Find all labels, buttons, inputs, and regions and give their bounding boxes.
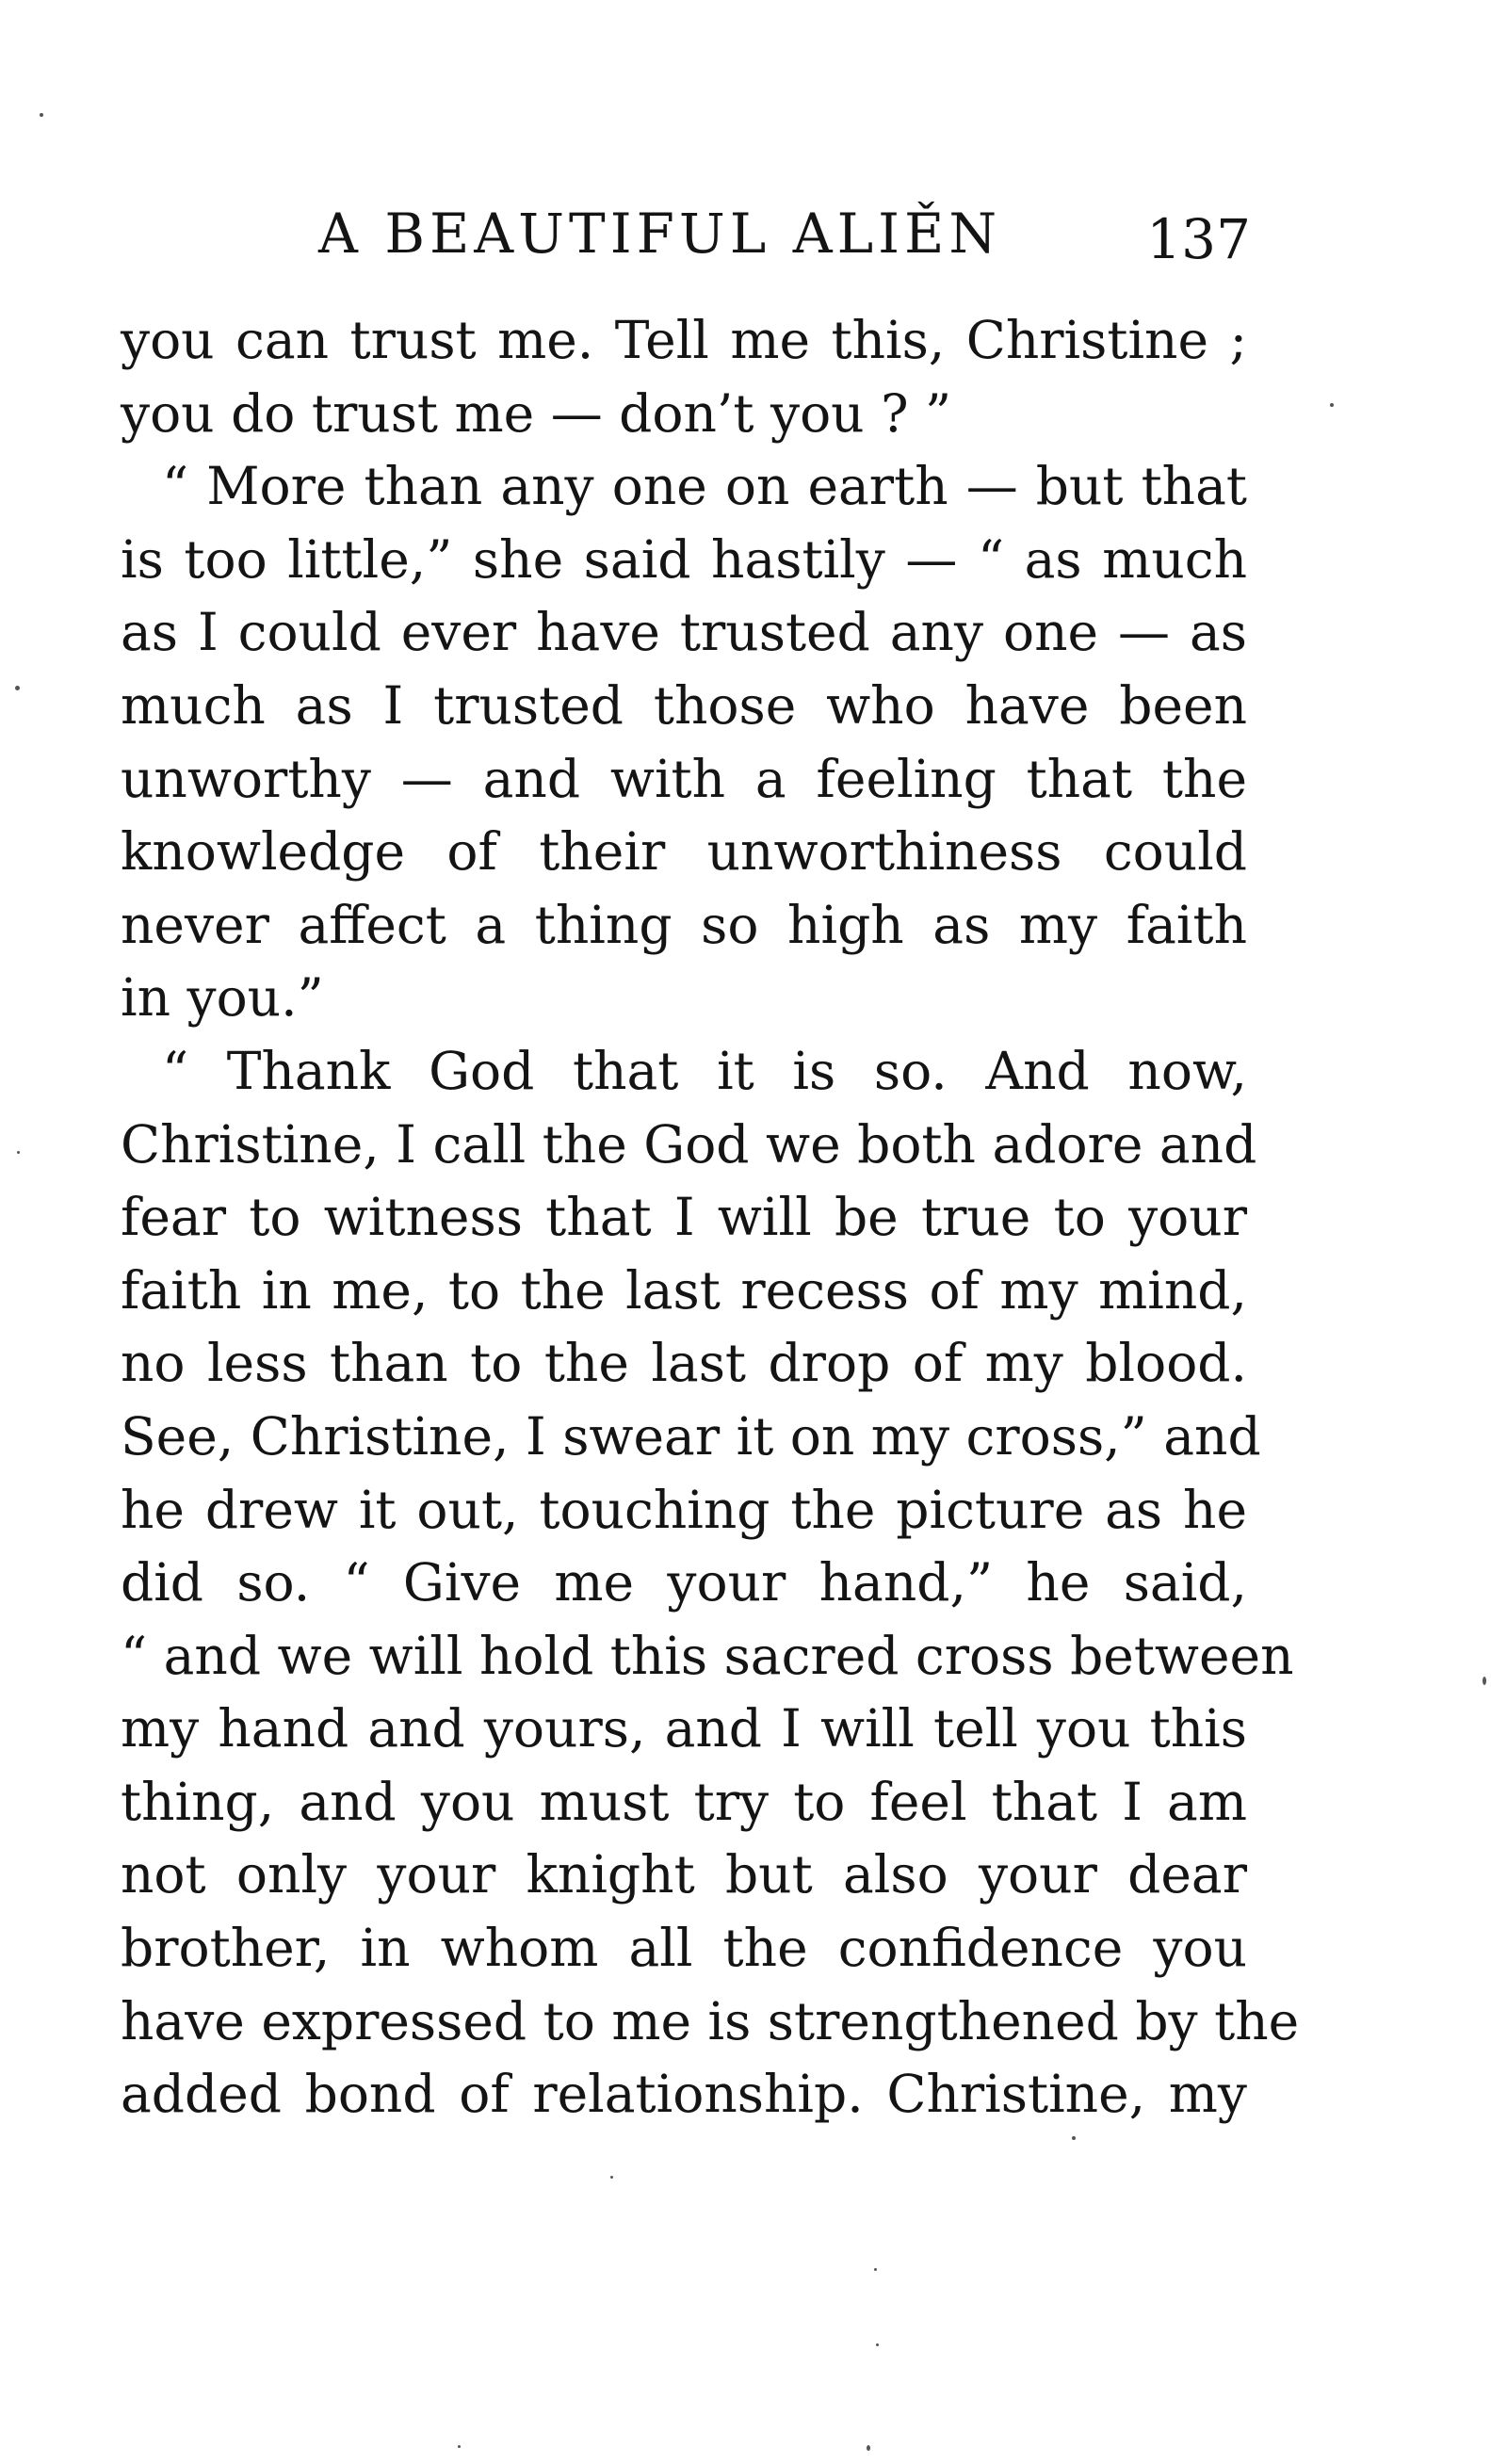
text-line: Christine, I call the God we both adore and — [121, 1113, 1257, 1175]
text-line: as I could ever have trusted any one — as — [121, 602, 1247, 663]
text-line: in you.” — [121, 967, 324, 1029]
text-line: knowledge of their unworthiness could — [121, 821, 1247, 883]
text-line: thing, and you must try to feel that I am — [121, 1771, 1247, 1832]
text-line: “ More than any one on earth — but that — [162, 456, 1247, 517]
scan-speck — [40, 113, 43, 117]
text-line: not only your knight but also your dear — [121, 1844, 1247, 1905]
text-line: is too little,” she said hastily — “ as much — [121, 528, 1247, 590]
text-line: brother, in whom all the confidence you — [121, 1918, 1247, 1979]
text-line: unworthy — and with a feeling that the — [121, 748, 1247, 809]
scan-speck — [876, 2343, 879, 2346]
page-number: 137 — [1146, 207, 1251, 271]
running-title: A BEAUTIFUL ALIĚN — [318, 202, 1002, 266]
scan-speck — [1483, 1677, 1486, 1685]
scan-speck — [874, 2268, 877, 2271]
text-line: much as I trusted those who have been — [121, 674, 1247, 736]
text-line: you can trust me. Tell me this, Christine ; — [121, 310, 1247, 370]
text-line: he drew it out, touching the picture as he — [121, 1479, 1247, 1540]
text-line: never affect a thing so high as my faith — [121, 894, 1247, 955]
text-line: no less than to the last drop of my blood. — [121, 1333, 1247, 1394]
running-head — [318, 196, 1251, 271]
scan-speck — [15, 686, 20, 690]
text-line: my hand and yours, and I will tell you this — [121, 1698, 1247, 1759]
text-line: faith in me, to the last recess of my mind, — [121, 1259, 1247, 1321]
body-text — [121, 304, 1300, 2132]
text-line: added bond of relationship. Christine, my — [121, 2064, 1247, 2125]
scan-speck — [610, 2176, 613, 2179]
text-line: See, Christine, I swear it on my cross,” and — [121, 1405, 1261, 1467]
text-line: did so. “ Give me your hand,” he said, — [121, 1552, 1247, 1613]
scan-speck — [867, 2445, 870, 2451]
text-line: “ Thank God that it is so. And now, — [162, 1040, 1247, 1101]
scan-speck — [17, 1151, 20, 1154]
scan-speck — [1072, 2136, 1076, 2140]
text-line: you do trust me — don’t you ? ” — [121, 382, 952, 444]
scan-speck — [1330, 403, 1334, 407]
text-line: “ and we will hold this sacred cross between — [121, 1625, 1294, 1686]
text-line: have expressed to me is strengthened by the — [121, 1990, 1300, 2051]
text-line: fear to witness that I will be true to your — [121, 1187, 1247, 1248]
scan-speck — [458, 2445, 461, 2448]
